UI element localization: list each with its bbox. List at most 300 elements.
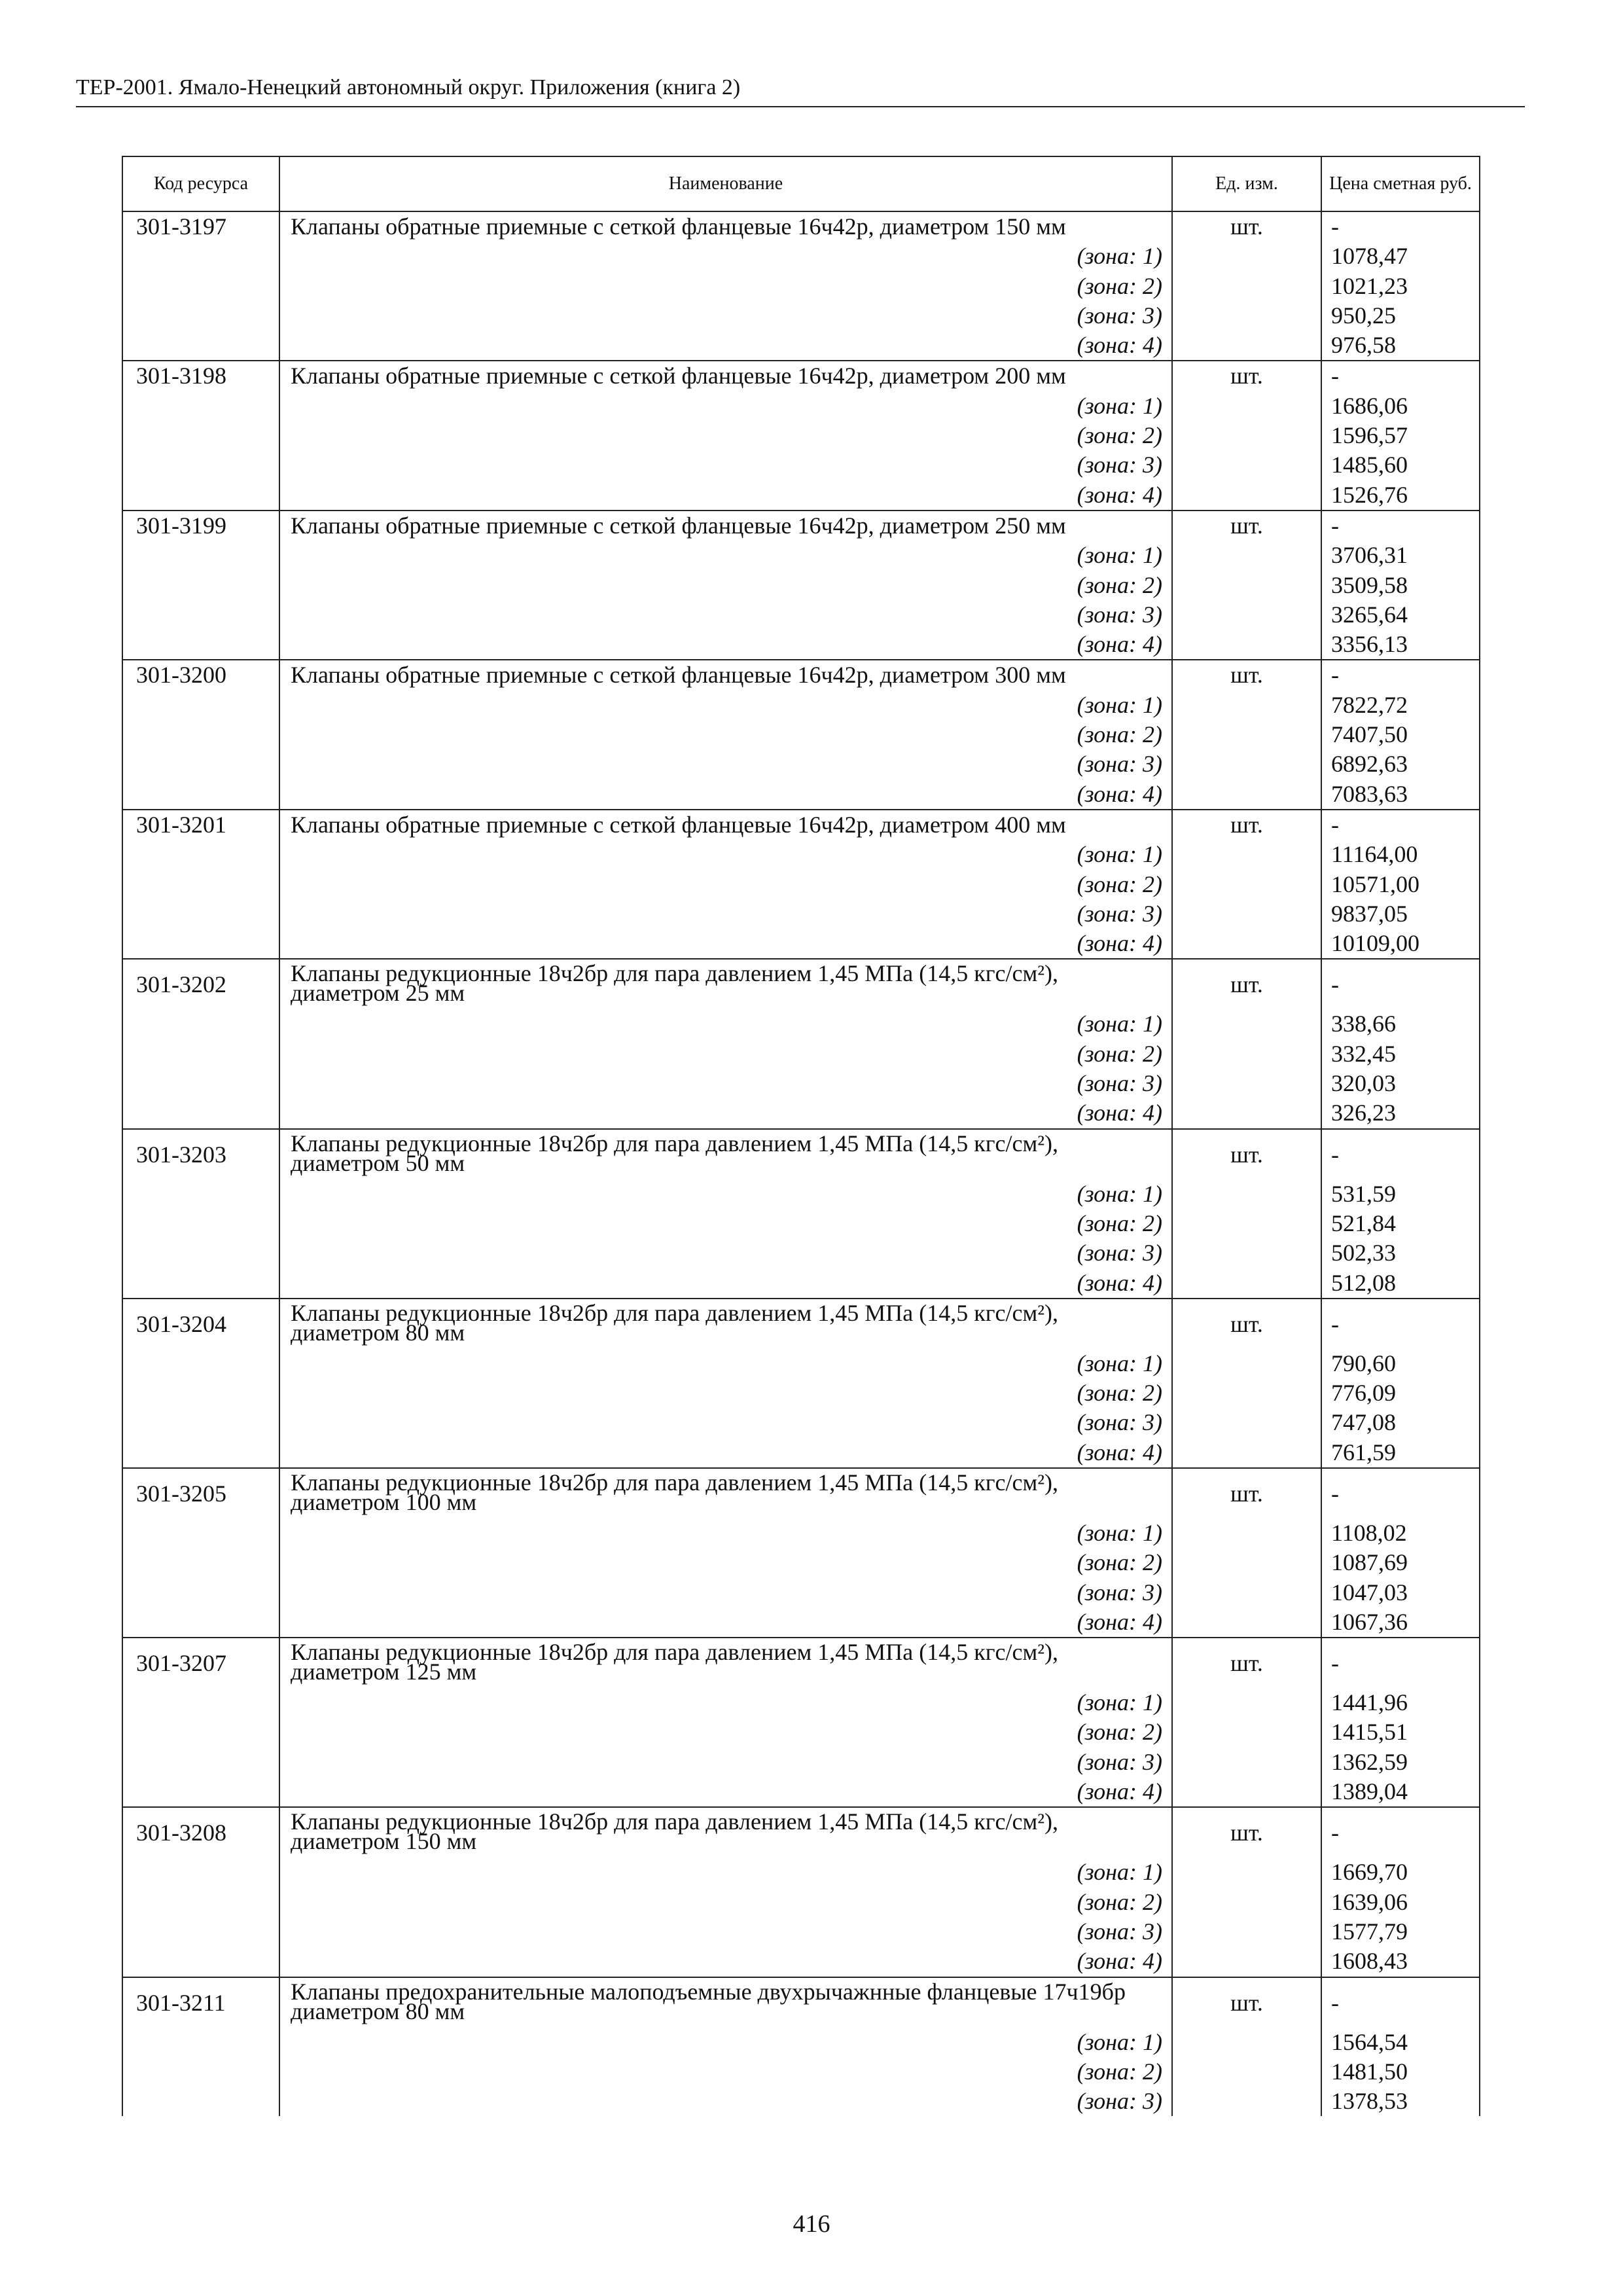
empty-cell — [122, 1777, 279, 1807]
header-unit: Ед. изм. — [1172, 156, 1321, 211]
empty-cell — [1172, 480, 1321, 511]
zone-label: (зона: 3) — [279, 1748, 1172, 1777]
resource-code: 301-3207 — [122, 1638, 279, 1688]
empty-cell — [122, 780, 279, 810]
base-price: - — [1321, 361, 1480, 391]
zone-row — [122, 1688, 1480, 1717]
empty-cell — [1172, 1209, 1321, 1238]
resource-name: Клапаны обратные приемные с сеткой фланцевые 16ч42р, диаметром 250 мм — [279, 511, 1172, 541]
zone-row — [122, 2057, 1480, 2087]
zone-price: 1485,60 — [1321, 450, 1480, 480]
zone-price: 7822,72 — [1321, 691, 1480, 720]
resource-code: 301-3200 — [122, 660, 279, 690]
zone-label: (зона: 3) — [279, 2087, 1172, 2116]
header-name: Наименование — [279, 156, 1172, 211]
base-price: - — [1321, 1807, 1480, 1857]
empty-cell — [1172, 899, 1321, 929]
zone-label: (зона: 2) — [279, 421, 1172, 450]
empty-cell — [122, 1408, 279, 1437]
page-number: 416 — [793, 2210, 830, 2238]
zone-label: (зона: 4) — [279, 1438, 1172, 1468]
zone-row — [122, 600, 1480, 630]
zone-row — [122, 1917, 1480, 1946]
empty-cell — [1172, 1349, 1321, 1378]
zone-price: 1415,51 — [1321, 1717, 1480, 1747]
zone-price: 512,08 — [1321, 1268, 1480, 1299]
empty-cell — [122, 2087, 279, 2116]
zone-price: 11164,00 — [1321, 840, 1480, 869]
zone-row — [122, 691, 1480, 720]
zone-row — [122, 1378, 1480, 1408]
empty-cell — [1172, 1888, 1321, 1917]
zone-row — [122, 1039, 1480, 1069]
zone-price: 502,33 — [1321, 1238, 1480, 1268]
zone-price: 521,84 — [1321, 1209, 1480, 1238]
empty-cell — [1172, 1717, 1321, 1747]
zone-price: 1389,04 — [1321, 1777, 1480, 1807]
price-table — [122, 156, 1480, 2116]
zone-price: 338,66 — [1321, 1009, 1480, 1039]
empty-cell — [122, 1438, 279, 1468]
resource-name: Клапаны редукционные 18ч2бр для пара давлением 1,45 МПа (14,5 кгс/см²), диаметром 100 мм — [279, 1468, 1172, 1518]
zone-label: (зона: 4) — [279, 480, 1172, 511]
empty-cell — [1172, 929, 1321, 959]
unit: шт. — [1172, 1638, 1321, 1688]
zone-label: (зона: 4) — [279, 1607, 1172, 1638]
zone-price: 3356,13 — [1321, 630, 1480, 660]
base-price: - — [1321, 511, 1480, 541]
zone-price: 776,09 — [1321, 1378, 1480, 1408]
unit: шт. — [1172, 1129, 1321, 1179]
zone-label: (зона: 2) — [279, 571, 1172, 600]
base-price: - — [1321, 1129, 1480, 1179]
zone-label: (зона: 4) — [279, 1777, 1172, 1807]
empty-cell — [1172, 301, 1321, 331]
empty-cell — [1172, 2087, 1321, 2116]
zone-label: (зона: 3) — [279, 1408, 1172, 1437]
zone-price: 1669,70 — [1321, 1857, 1480, 1887]
zone-price: 1564,54 — [1321, 2028, 1480, 2057]
zone-label: (зона: 4) — [279, 929, 1172, 959]
zone-row — [122, 1748, 1480, 1777]
zone-label: (зона: 3) — [279, 450, 1172, 480]
empty-cell — [1172, 600, 1321, 630]
base-price: - — [1321, 1299, 1480, 1349]
empty-cell — [1172, 749, 1321, 779]
resource-code: 301-3211 — [122, 1977, 279, 2028]
empty-cell — [122, 1717, 279, 1747]
empty-cell — [1172, 1268, 1321, 1299]
zone-row — [122, 1578, 1480, 1607]
empty-cell — [122, 541, 279, 570]
empty-cell — [122, 391, 279, 421]
empty-cell — [122, 929, 279, 959]
unit: шт. — [1172, 810, 1321, 840]
empty-cell — [1172, 720, 1321, 749]
empty-cell — [1172, 571, 1321, 600]
zone-label: (зона: 4) — [279, 1946, 1172, 1977]
resource-name: Клапаны обратные приемные с сеткой фланцевые 16ч42р, диаметром 150 мм — [279, 211, 1172, 242]
zone-price: 3706,31 — [1321, 541, 1480, 570]
zone-row — [122, 1349, 1480, 1378]
zone-label: (зона: 1) — [279, 1688, 1172, 1717]
zone-row — [122, 1548, 1480, 1577]
zone-price: 7083,63 — [1321, 780, 1480, 810]
zone-row — [122, 391, 1480, 421]
base-price: - — [1321, 1977, 1480, 2028]
empty-cell — [122, 1946, 279, 1977]
empty-cell — [1172, 391, 1321, 421]
zone-row — [122, 1098, 1480, 1128]
zone-row — [122, 331, 1480, 361]
zone-price: 1441,96 — [1321, 1688, 1480, 1717]
empty-cell — [122, 571, 279, 600]
zone-row — [122, 1518, 1480, 1548]
zone-label: (зона: 4) — [279, 780, 1172, 810]
zone-row — [122, 1268, 1480, 1299]
zone-row — [122, 870, 1480, 899]
empty-cell — [122, 1688, 279, 1717]
zone-price: 1067,36 — [1321, 1607, 1480, 1638]
zone-label: (зона: 1) — [279, 840, 1172, 869]
base-price: - — [1321, 810, 1480, 840]
zone-label: (зона: 2) — [279, 720, 1172, 749]
table-row — [122, 1129, 1480, 1179]
zone-price: 747,08 — [1321, 1408, 1480, 1437]
empty-cell — [1172, 1438, 1321, 1468]
zone-row — [122, 1888, 1480, 1917]
unit: шт. — [1172, 1468, 1321, 1518]
empty-cell — [122, 1349, 279, 1378]
zone-label: (зона: 2) — [279, 1378, 1172, 1408]
empty-cell — [122, 870, 279, 899]
base-price: - — [1321, 1468, 1480, 1518]
unit: шт. — [1172, 1299, 1321, 1349]
empty-cell — [1172, 1777, 1321, 1807]
unit: шт. — [1172, 361, 1321, 391]
empty-cell — [122, 331, 279, 361]
zone-price: 6892,63 — [1321, 749, 1480, 779]
zone-label: (зона: 1) — [279, 1179, 1172, 1209]
empty-cell — [1172, 1069, 1321, 1098]
empty-cell — [122, 450, 279, 480]
zone-row — [122, 630, 1480, 660]
zone-row — [122, 840, 1480, 869]
zone-price: 1378,53 — [1321, 2087, 1480, 2116]
empty-cell — [1172, 630, 1321, 660]
empty-cell — [1172, 2028, 1321, 2057]
empty-cell — [1172, 1039, 1321, 1069]
empty-cell — [1172, 1578, 1321, 1607]
zone-price: 1596,57 — [1321, 421, 1480, 450]
empty-cell — [122, 1009, 279, 1039]
empty-cell — [1172, 1748, 1321, 1777]
resource-name: Клапаны редукционные 18ч2бр для пара давлением 1,45 МПа (14,5 кгс/см²), диаметром 80 мм — [279, 1299, 1172, 1349]
empty-cell — [122, 1098, 279, 1128]
resource-code: 301-3208 — [122, 1807, 279, 1857]
empty-cell — [122, 1548, 279, 1577]
zone-price: 10571,00 — [1321, 870, 1480, 899]
empty-cell — [122, 840, 279, 869]
empty-cell — [1172, 331, 1321, 361]
zone-row — [122, 1069, 1480, 1098]
zone-row — [122, 720, 1480, 749]
zone-price: 3509,58 — [1321, 571, 1480, 600]
zone-row — [122, 450, 1480, 480]
zone-price: 10109,00 — [1321, 929, 1480, 959]
empty-cell — [1172, 1688, 1321, 1717]
table-row — [122, 1299, 1480, 1349]
empty-cell — [122, 1268, 279, 1299]
zone-row — [122, 1009, 1480, 1039]
zone-price: 7407,50 — [1321, 720, 1480, 749]
zone-label: (зона: 2) — [279, 870, 1172, 899]
empty-cell — [122, 1378, 279, 1408]
zone-price: 1481,50 — [1321, 2057, 1480, 2087]
empty-cell — [122, 2028, 279, 2057]
zone-price: 3265,64 — [1321, 600, 1480, 630]
zone-label: (зона: 2) — [279, 1039, 1172, 1069]
page-header — [76, 73, 1525, 107]
zone-label: (зона: 3) — [279, 1238, 1172, 1268]
zone-label: (зона: 2) — [279, 1209, 1172, 1238]
zone-row — [122, 2028, 1480, 2057]
unit: шт. — [1172, 959, 1321, 1009]
zone-row — [122, 780, 1480, 810]
unit: шт. — [1172, 660, 1321, 690]
resource-code: 301-3198 — [122, 361, 279, 391]
empty-cell — [122, 749, 279, 779]
zone-label: (зона: 1) — [279, 1009, 1172, 1039]
zone-label: (зона: 4) — [279, 630, 1172, 660]
zone-label: (зона: 2) — [279, 272, 1172, 301]
empty-cell — [122, 1748, 279, 1777]
zone-label: (зона: 3) — [279, 301, 1172, 331]
zone-price: 761,59 — [1321, 1438, 1480, 1468]
zone-row — [122, 749, 1480, 779]
base-price: - — [1321, 660, 1480, 690]
empty-cell — [1172, 1518, 1321, 1548]
empty-cell — [122, 630, 279, 660]
zone-label: (зона: 3) — [279, 749, 1172, 779]
empty-cell — [1172, 1607, 1321, 1638]
empty-cell — [122, 1917, 279, 1946]
zone-price: 326,23 — [1321, 1098, 1480, 1128]
empty-cell — [122, 272, 279, 301]
zone-label: (зона: 3) — [279, 1069, 1172, 1098]
zone-row — [122, 929, 1480, 959]
resource-name: Клапаны редукционные 18ч2бр для пара давлением 1,45 МПа (14,5 кгс/см²), диаметром 125 мм — [279, 1638, 1172, 1688]
zone-price: 9837,05 — [1321, 899, 1480, 929]
empty-cell — [122, 1888, 279, 1917]
empty-cell — [1172, 691, 1321, 720]
empty-cell — [1172, 2057, 1321, 2087]
empty-cell — [1172, 1098, 1321, 1128]
empty-cell — [1172, 1548, 1321, 1577]
resource-code: 301-3202 — [122, 959, 279, 1009]
resource-code: 301-3199 — [122, 511, 279, 541]
zone-price: 790,60 — [1321, 1349, 1480, 1378]
resource-name: Клапаны редукционные 18ч2бр для пара давлением 1,45 МПа (14,5 кгс/см²), диаметром 150 мм — [279, 1807, 1172, 1857]
zone-row — [122, 1607, 1480, 1638]
resource-code: 301-3197 — [122, 211, 279, 242]
zone-row — [122, 1209, 1480, 1238]
empty-cell — [122, 1857, 279, 1887]
resource-code: 301-3204 — [122, 1299, 279, 1349]
zone-label: (зона: 2) — [279, 1717, 1172, 1747]
empty-cell — [1172, 541, 1321, 570]
table-row — [122, 1468, 1480, 1518]
empty-cell — [122, 600, 279, 630]
zone-row — [122, 1777, 1480, 1807]
zone-price: 950,25 — [1321, 301, 1480, 331]
table-row — [122, 1807, 1480, 1857]
resource-name: Клапаны редукционные 18ч2бр для пара давлением 1,45 МПа (14,5 кгс/см²), диаметром 25 мм — [279, 959, 1172, 1009]
empty-cell — [122, 480, 279, 511]
zone-row — [122, 1238, 1480, 1268]
empty-cell — [1172, 242, 1321, 271]
table-row — [122, 1977, 1480, 2028]
empty-cell — [122, 1578, 279, 1607]
zone-label: (зона: 2) — [279, 2057, 1172, 2087]
header-price: Цена сметная руб. — [1321, 156, 1480, 211]
zone-price: 1608,43 — [1321, 1946, 1480, 1977]
base-price: - — [1321, 959, 1480, 1009]
zone-label: (зона: 3) — [279, 600, 1172, 630]
empty-cell — [1172, 272, 1321, 301]
zone-label: (зона: 1) — [279, 1518, 1172, 1548]
zone-price: 1078,47 — [1321, 242, 1480, 271]
empty-cell — [122, 899, 279, 929]
empty-cell — [122, 1069, 279, 1098]
table-row — [122, 959, 1480, 1009]
table-row — [122, 810, 1480, 840]
table-row — [122, 660, 1480, 690]
zone-price: 1526,76 — [1321, 480, 1480, 511]
table-row — [122, 511, 1480, 541]
zone-price: 1577,79 — [1321, 1917, 1480, 1946]
zone-price: 1639,06 — [1321, 1888, 1480, 1917]
zone-price: 1362,59 — [1321, 1748, 1480, 1777]
empty-cell — [1172, 1009, 1321, 1039]
zone-label: (зона: 3) — [279, 899, 1172, 929]
zone-row — [122, 1717, 1480, 1747]
empty-cell — [122, 1238, 279, 1268]
empty-cell — [122, 301, 279, 331]
zone-price: 1108,02 — [1321, 1518, 1480, 1548]
table-header-row — [122, 156, 1480, 211]
empty-cell — [1172, 1378, 1321, 1408]
zone-price: 1047,03 — [1321, 1578, 1480, 1607]
base-price: - — [1321, 211, 1480, 242]
zone-row — [122, 272, 1480, 301]
unit: шт. — [1172, 211, 1321, 242]
zone-label: (зона: 1) — [279, 2028, 1172, 2057]
zone-row — [122, 899, 1480, 929]
base-price: - — [1321, 1638, 1480, 1688]
price-table-container — [122, 156, 1479, 2116]
zone-label: (зона: 2) — [279, 1548, 1172, 1577]
zone-label: (зона: 3) — [279, 1578, 1172, 1607]
unit: шт. — [1172, 1977, 1321, 2028]
empty-cell — [1172, 1408, 1321, 1437]
empty-cell — [122, 242, 279, 271]
empty-cell — [1172, 450, 1321, 480]
table-body — [122, 211, 1480, 2116]
document-title: ТЕР-2001. Ямало-Ненецкий автономный округ. Приложения (книга 2) — [76, 75, 741, 99]
resource-name: Клапаны обратные приемные с сеткой фланцевые 16ч42р, диаметром 400 мм — [279, 810, 1172, 840]
zone-row — [122, 1408, 1480, 1437]
zone-row — [122, 1946, 1480, 1977]
empty-cell — [1172, 1946, 1321, 1977]
empty-cell — [1172, 870, 1321, 899]
zone-label: (зона: 4) — [279, 1098, 1172, 1128]
empty-cell — [122, 720, 279, 749]
table-row — [122, 361, 1480, 391]
empty-cell — [1172, 1238, 1321, 1268]
zone-price: 1021,23 — [1321, 272, 1480, 301]
empty-cell — [1172, 1917, 1321, 1946]
zone-label: (зона: 4) — [279, 331, 1172, 361]
resource-name: Клапаны предохранительные малоподъемные двухрычажнные фланцевые 17ч19бр диаметром 80 мм — [279, 1977, 1172, 2028]
zone-price: 531,59 — [1321, 1179, 1480, 1209]
zone-row — [122, 301, 1480, 331]
zone-price: 332,45 — [1321, 1039, 1480, 1069]
zone-row — [122, 1857, 1480, 1887]
unit: шт. — [1172, 511, 1321, 541]
zone-row — [122, 1179, 1480, 1209]
zone-label: (зона: 1) — [279, 1857, 1172, 1887]
zone-row — [122, 1438, 1480, 1468]
resource-code: 301-3201 — [122, 810, 279, 840]
empty-cell — [1172, 1857, 1321, 1887]
zone-label: (зона: 1) — [279, 242, 1172, 271]
resource-code: 301-3203 — [122, 1129, 279, 1179]
resource-code: 301-3205 — [122, 1468, 279, 1518]
empty-cell — [1172, 840, 1321, 869]
zone-row — [122, 480, 1480, 511]
empty-cell — [122, 1209, 279, 1238]
zone-row — [122, 571, 1480, 600]
empty-cell — [122, 421, 279, 450]
zone-row — [122, 242, 1480, 271]
empty-cell — [1172, 1179, 1321, 1209]
zone-row — [122, 541, 1480, 570]
resource-name: Клапаны обратные приемные с сеткой фланцевые 16ч42р, диаметром 200 мм — [279, 361, 1172, 391]
zone-price: 320,03 — [1321, 1069, 1480, 1098]
empty-cell — [122, 1518, 279, 1548]
zone-price: 976,58 — [1321, 331, 1480, 361]
table-row — [122, 211, 1480, 242]
zone-label: (зона: 3) — [279, 1917, 1172, 1946]
zone-price: 1087,69 — [1321, 1548, 1480, 1577]
zone-label: (зона: 1) — [279, 541, 1172, 570]
empty-cell — [122, 1039, 279, 1069]
unit: шт. — [1172, 1807, 1321, 1857]
empty-cell — [122, 691, 279, 720]
table-row — [122, 1638, 1480, 1688]
zone-label: (зона: 2) — [279, 1888, 1172, 1917]
zone-row — [122, 2087, 1480, 2116]
header-code: Код ресурса — [122, 156, 279, 211]
empty-cell — [122, 2057, 279, 2087]
empty-cell — [122, 1607, 279, 1638]
zone-label: (зона: 1) — [279, 691, 1172, 720]
resource-name: Клапаны редукционные 18ч2бр для пара давлением 1,45 МПа (14,5 кгс/см²), диаметром 50 мм — [279, 1129, 1172, 1179]
zone-label: (зона: 4) — [279, 1268, 1172, 1299]
zone-price: 1686,06 — [1321, 391, 1480, 421]
empty-cell — [1172, 780, 1321, 810]
